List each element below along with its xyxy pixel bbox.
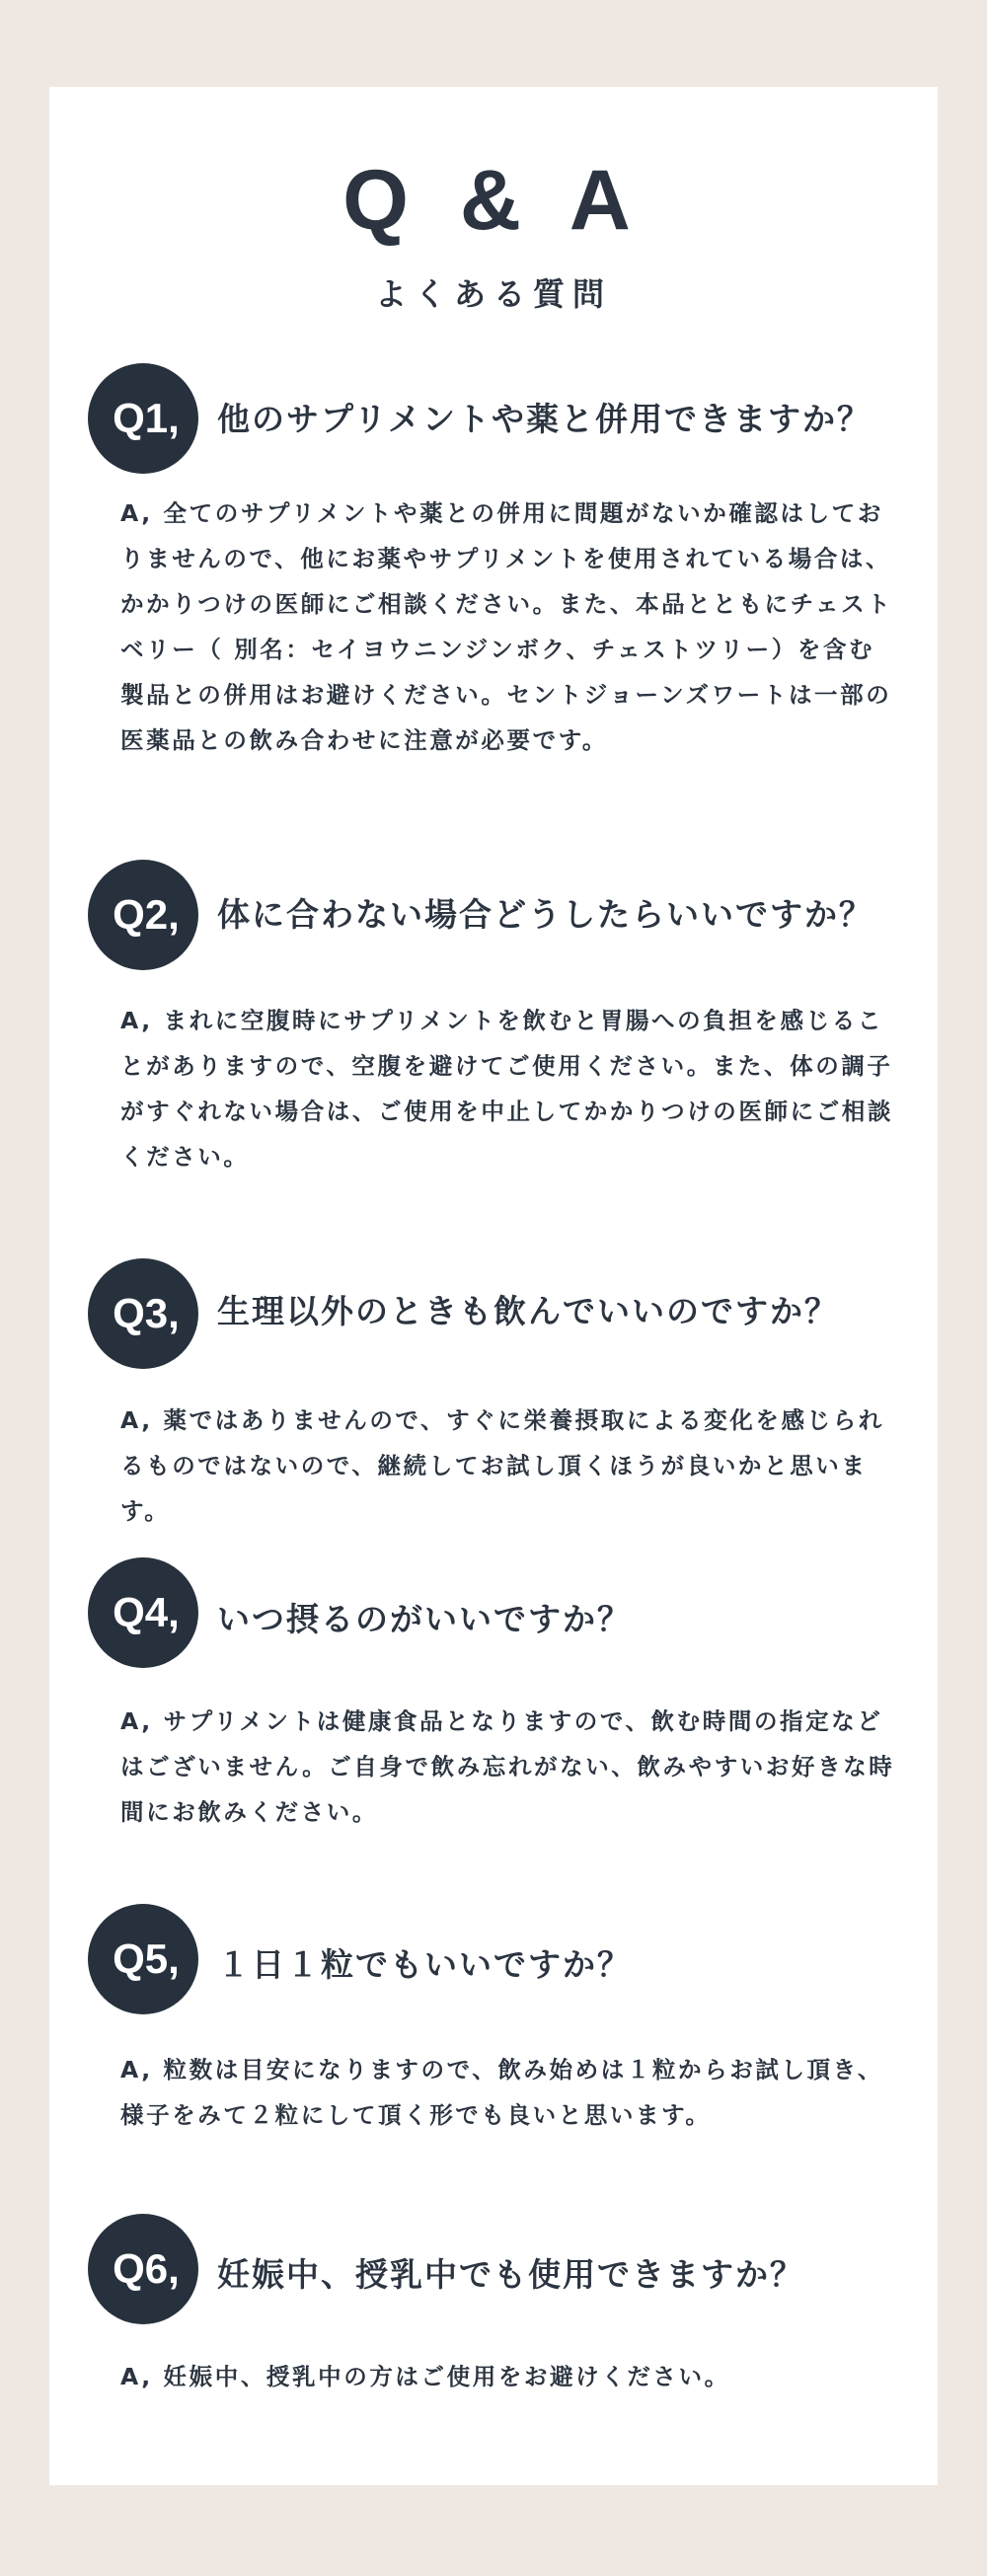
q2-badge: Q2, (88, 860, 198, 970)
page-title: Q & A (342, 153, 645, 248)
q3-question: 生理以外のときも飲んでいいのですか？ (217, 1292, 839, 1330)
q4-question: いつ摂るのがいいですか？ (217, 1600, 632, 1638)
q6-question: 妊娠中、授乳中でも使用できますか？ (217, 2255, 804, 2294)
q6-badge: Q6, (88, 2214, 198, 2324)
q5-answer: A, 粒数は目安になりますので、飲み始めは１粒からお試し頂き、様子をみて２粒にして頂く形でも良いと思います。 (120, 2056, 883, 2129)
q1-badge: Q1, (88, 363, 198, 474)
q6-answer: A, 妊娠中、授乳中の方はご使用をお避けください。 (120, 2363, 730, 2390)
page-subtitle: よくある質問 (374, 275, 612, 313)
q4-badge: Q4, (88, 1557, 198, 1668)
q5-question: １日１粒でもいいですか？ (217, 1945, 632, 1984)
q5-badge: Q5, (88, 1904, 198, 2014)
q3-badge: Q3, (88, 1258, 198, 1369)
q4-answer: A, サプリメントは健康食品となりますので、飲む時間の指定などはございません。ご自身で飲み忘れがない、飲みやすいお好きな時間にお飲みください。 (120, 1707, 895, 1826)
q1-question: 他のサプリメントや薬と併用できますか？ (217, 400, 873, 438)
q1-answer: A, 全てのサプリメントや薬との併用に問題がないか確認はしておりませんので、他にお薬やサプリメントを使用されている場合は、かかりつけの医師にご相談ください。また、本品とともにチェストベリー（ 別名：セイヨウニンジンボク、チェストツリー）を含む製品との併用はお避けください。セントジョーンズワートは一部の医薬品との飲み合わせに注意が必要です。 (120, 499, 893, 754)
q2-answer: A, まれに空腹時にサプリメントを飲むと胃腸への負担を感じることがありますので、空腹を避けてご使用ください。また、体の調子がすぐれない場合は、ご使用を中止してかかりつけの医師にご相談ください。 (120, 1007, 893, 1171)
q3-answer: A, 薬ではありませんので、すぐに栄養摂取による変化を感じられるものではないので、継続してお試し頂くほうが良いかと思います。 (120, 1406, 884, 1525)
q2-question: 体に合わない場合どうしたらいいですか？ (217, 895, 873, 934)
